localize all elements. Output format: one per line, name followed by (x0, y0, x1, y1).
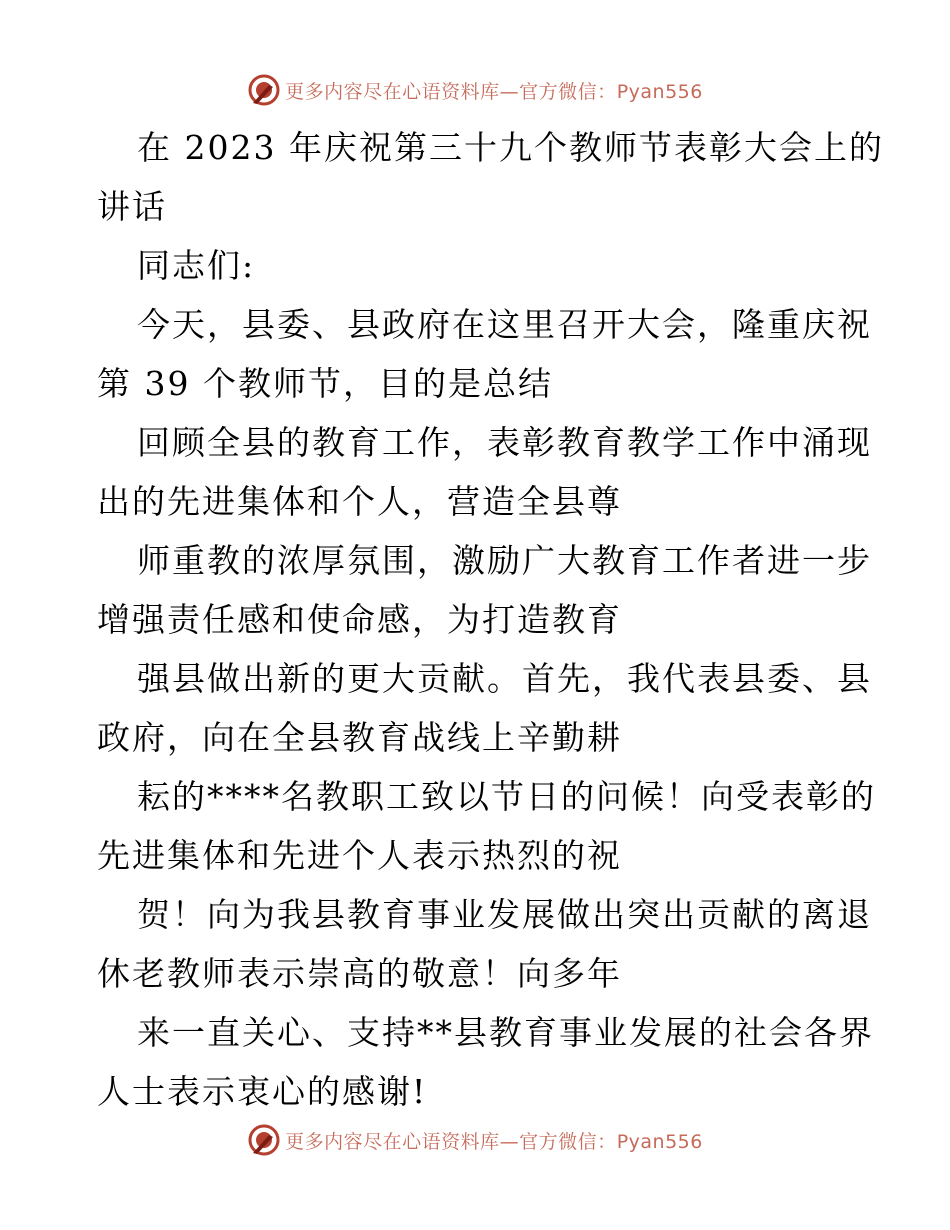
text-line: 回顾全县的教育工作，表彰教育教学工作中涌现 (137, 423, 872, 462)
text-line: 政府，向在全县教育战线上辛勤耕 (97, 718, 622, 757)
text-line: 人士表示衷心的感谢! (97, 1072, 428, 1111)
banner-text: 更多内容尽在心语资料库—官方微信：Pyan556 (285, 80, 703, 103)
text-line: 休老教师表示崇高的敬意！向多年 (97, 954, 622, 993)
header-banner (0, 70, 950, 110)
text-line: 第 39 个教师节，目的是总结 (97, 364, 553, 403)
pen-logo-icon (247, 73, 281, 107)
footer-banner (0, 1120, 950, 1160)
title-line-2: 讲话 (97, 187, 167, 226)
text-line: 强县做出新的更大贡献。首先，我代表县委、县 (137, 659, 872, 698)
text-line: 贺！向为我县教育事业发展做出突出贡献的离退 (137, 895, 872, 934)
salutation: 同志们: (137, 246, 256, 285)
text-line: 师重教的浓厚氛围，激励广大教育工作者进一步 (137, 541, 872, 580)
pen-logo-icon (247, 1123, 281, 1157)
text-line: 今天，县委、县政府在这里召开大会，隆重庆祝 (137, 305, 872, 344)
banner-text: 更多内容尽在心语资料库—官方微信：Pyan556 (285, 1130, 703, 1153)
title-line-1: 在 2023 年庆祝第三十九个教师节表彰大会上的 (137, 128, 884, 167)
text-line: 耘的****名教职工致以节日的问候！向受表彰的 (137, 777, 876, 816)
text-line: 出的先进集体和个人，营造全县尊 (97, 482, 622, 521)
text-line: 增强责任感和使命感，为打造教育 (97, 600, 622, 639)
text-line: 先进集体和先进个人表示热烈的祝 (97, 836, 622, 875)
text-line: 来一直关心、支持**县教育事业发展的社会各界 (137, 1013, 874, 1052)
document-body (97, 118, 884, 1121)
